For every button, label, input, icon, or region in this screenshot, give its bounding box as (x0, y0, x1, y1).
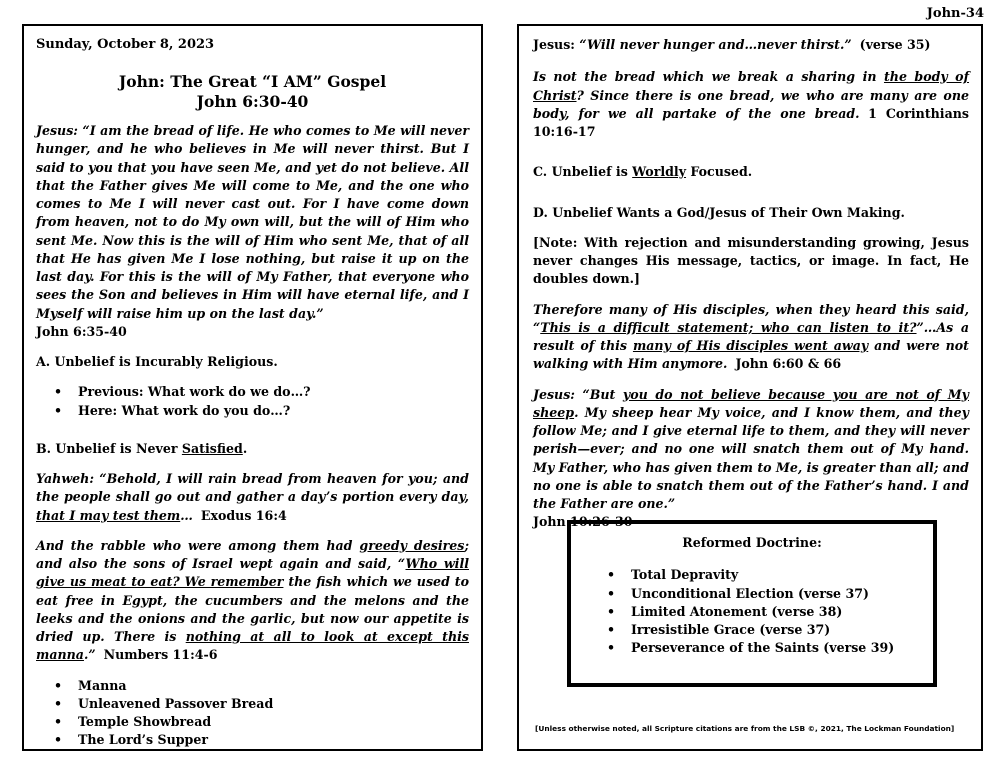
list-item: • Previous: What work do we do…? (54, 383, 469, 401)
list-a (54, 383, 469, 420)
scripture-text: ; and also the sons of Israel wept again and said, “ (36, 537, 469, 572)
quote-text: “Will never hunger and…never thirst.” (579, 37, 852, 52)
heading-b-underlined: Satisfied (181, 440, 243, 456)
scripture-underlined: that I may test them (36, 507, 181, 523)
title-line-1: John: The Great “I AM” Gospel (118, 71, 387, 91)
scripture-text: Therefore many of His disciples, when they heard this said, “ (533, 301, 969, 335)
doctrine-title: Reformed Doctrine: (682, 535, 822, 550)
scripture-text: … (180, 507, 193, 523)
left-panel (22, 24, 483, 751)
scripture-underlined: This is a difficult statement; who can listen to it? (540, 319, 917, 335)
sermon-date: Sunday, October 8, 2023 (36, 37, 215, 52)
list-item: • Here: What work do you do…? (54, 402, 469, 420)
scripture-ref: 1 Corinthians 10:16-17 (533, 105, 969, 139)
heading-c-end: Focused. (686, 164, 753, 180)
scripture-underlined: you do not believe because you are not of My sheep (533, 386, 969, 420)
scripture-underlined: many of His disciples went away (632, 338, 869, 353)
list-item: • Temple Showbread (54, 713, 469, 731)
title-line-2: John 6:30-40 (196, 91, 309, 111)
scripture-text: Jesus: “But (533, 386, 623, 402)
heading-c-underlined: Worldly (632, 164, 687, 180)
scripture-text: and were not walking with Him anymore. (533, 338, 969, 372)
scripture-john-6-60 (533, 301, 969, 374)
list-item: • Perseverance of the Saints (verse 39) (607, 639, 919, 657)
list-item: • Limited Atonement (verse 38) (607, 603, 919, 621)
scripture-ref: Exodus 16:4 (200, 507, 287, 523)
scripture-text: Jesus: “I am the bread of life. He who comes to Me will never hunger, and he who believes in Me will never thirst. But I said to you that you have seen Me, and yet do not believe. All that the Father gives Me will come to Me, and the one who comes to Me I will never cast out. For I have come down from heaven, not to do My own will, but the will of Him who sent Me. Now this is the will of Him who sent Me, that of all that He has given Me I lose nothing, but raise it up on the last day. For this is the will of My Father, that everyone who sees the Son and believes in Him will have eternal life, and I Myself will raise him up on the last day.” (36, 123, 469, 321)
doctrine-list (607, 566, 919, 657)
page-label: John-34 (926, 6, 984, 21)
heading-c (533, 163, 969, 181)
scripture-underlined: the body of Christ (533, 69, 970, 103)
list-item: • Manna (54, 677, 469, 695)
footnote: [Unless otherwise noted, all Scripture citations are from the LSB ©, 2021, The Lockman Foundation] (535, 724, 955, 734)
list-item: • Unleavened Passover Bread (54, 695, 469, 713)
scripture-john-6-35 (36, 122, 469, 341)
right-panel (517, 24, 983, 751)
sermon-title (36, 72, 469, 112)
scripture-text: the fish which we used to eat free in Egypt, the cucumbers and the melons and the leeks and the onions and the garlic, but now our appetite is dried up. There is (36, 574, 469, 645)
heading-b (36, 440, 469, 458)
heading-b-end: . (242, 440, 248, 456)
heading-a: A. Unbelief is Incurably Religious. (36, 354, 278, 370)
list-item: • Irresistible Grace (verse 37) (607, 621, 919, 639)
heading-b-text: B. Unbelief is Never (36, 440, 182, 456)
scripture-numbers (36, 537, 469, 665)
verse-ref: (verse 35) (859, 37, 931, 52)
scripture-underlined: greedy desires (359, 537, 465, 553)
list-item: • Total Depravity (607, 566, 919, 584)
list-item: • Unconditional Election (verse 37) (607, 585, 919, 603)
note: [Note: With rejection and misunderstanding growing, Jesus never changes His message, tactics, or image. In fact, He doubles down.] (533, 234, 969, 287)
reformed-doctrine-box (567, 520, 937, 687)
scripture-exodus (36, 470, 469, 525)
heading-c-text: C. Unbelief is (533, 164, 633, 180)
scripture-underlined: nothing at all to look at except this manna (36, 629, 469, 663)
scripture-text: . My sheep hear My voice, and I know them, and they follow Me; and I give eternal life to them, and they will never perish—ever; and no one will snatch them out of My hand. My Father, who has given them to Me, is greater than all; and no one is able to snatch them out of the Father’s hand. I and the Father are one.” (533, 404, 969, 511)
scripture-text: Is not the bread which we break a sharing in (533, 69, 884, 85)
scripture-text: .” (83, 647, 96, 663)
scripture-corinthians (533, 68, 969, 141)
scripture-text: ”…As a result of this (533, 319, 969, 353)
scripture-ref: John 6:35-40 (36, 323, 127, 339)
scripture-text: Yahweh: “Behold, I will rain bread from heaven for you; and the people shall go out and gather a day’s portion every day, (36, 471, 469, 505)
verse-35-quote (533, 36, 969, 54)
scripture-john-10 (533, 386, 969, 532)
scripture-text: ? Since there is one bread, we who are many are one body, for we all partake of the one bread. (533, 87, 969, 121)
scripture-ref: John 10:26-30 (533, 514, 633, 530)
list-item: • The Lord’s Supper (54, 731, 469, 749)
scripture-ref: John 6:60 & 66 (735, 356, 842, 372)
speaker: Jesus: (533, 37, 580, 52)
list-b (54, 677, 469, 750)
scripture-text: And the rabble who were among them had (36, 537, 360, 553)
scripture-underlined: Who will give us meat to eat? We remember (36, 556, 470, 590)
heading-d: D. Unbelief Wants a God/Jesus of Their Own Making. (533, 204, 905, 220)
scripture-ref: Numbers 11:4-6 (103, 647, 218, 663)
